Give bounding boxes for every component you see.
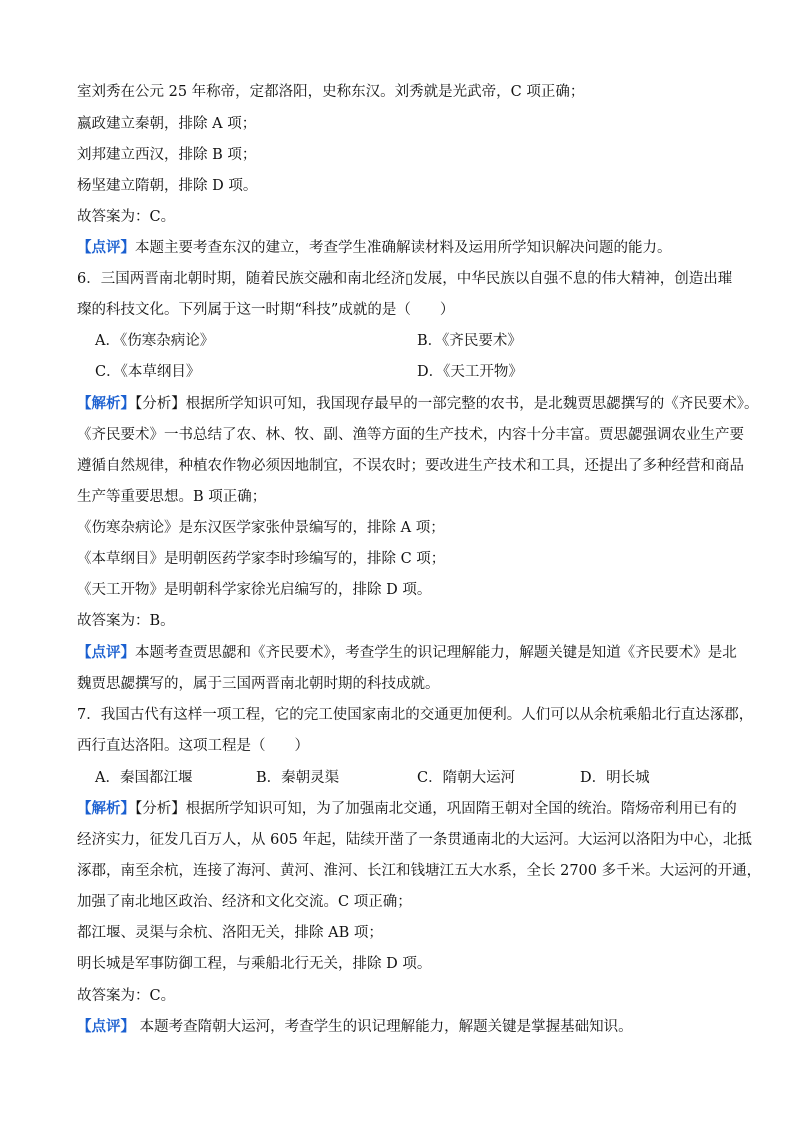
q6-answer: 故答案为：B。	[77, 613, 175, 629]
q7-comment-text: 本题考查隋朝大运河，考查学生的识记理解能力，解题关键是掌握基础知识。	[135, 1019, 633, 1035]
q5-analysis-line-3: 刘邦建立西汉，排除 B 项；	[77, 147, 257, 163]
q7-option-b: B．秦朝灵渠	[256, 770, 340, 786]
q7-stem-line-2: 西行直达洛阳。这项工程是（ ）	[77, 738, 309, 754]
q7-comment	[77, 1017, 757, 1037]
q6-comment-text-1: 本题考查贾思勰和《齐民要术》，考查学生的识记理解能力，解题关键是知道《齐民要术》是北	[135, 645, 737, 661]
analysis-tag: 【解析】	[77, 395, 135, 412]
q6-option-d: D．《天工开物》	[417, 364, 523, 380]
fenxi-tag: 【分析】	[135, 396, 186, 412]
fenxi-tag: 【分析】	[135, 801, 186, 817]
q7-option-d: D．明长城	[580, 770, 650, 786]
q6-analysis-line-1	[77, 394, 757, 414]
q6-comment-line-1	[77, 643, 757, 663]
q7-option-a: A．秦国都江堰	[95, 770, 193, 786]
q6-analysis-line-6: 《本草纲目》是明朝医药学家李时珍编写的，排除 C 项；	[77, 551, 446, 567]
comment-tag: 【点评】	[77, 1018, 135, 1035]
q6-analysis-line-2: 《齐民要术》一书总结了农、林、牧、副、渔等方面的生产技术，内容十分丰富。贾思勰强调农业生产要	[77, 427, 744, 443]
q6-analysis-line-4: 生产等重要思想。B 项正确；	[77, 489, 267, 505]
q6-comment-line-2: 魏贾思勰撰写的，属于三国两晋南北朝时期的科技成就。	[77, 676, 440, 692]
q7-analysis-line-3: 涿郡，南至余杭，连接了海河、黄河、淮河、长江和钱塘江五大水系，全长 2700 多千米。大运河的开通，	[77, 863, 762, 879]
q7-answer: 故答案为：C。	[77, 988, 176, 1004]
comment-tag: 【点评】	[77, 239, 135, 256]
q7-analysis-line-6: 明长城是军事防御工程，与乘船北行无关，排除 D 项。	[77, 956, 432, 972]
q6-option-c: C．《本草纲目》	[95, 364, 201, 380]
q7-stem-line-1: 7．我国古代有这样一项工程，它的完工使国家南北的交通更加便利。人们可以从余杭乘船北行直达涿郡，	[77, 707, 754, 723]
q6-option-a: A．《伤寒杂病论》	[95, 333, 215, 349]
q7-analysis-text-1: 根据所学知识可知，为了加强南北交通，巩固隋王朝对全国的统治。隋炀帝利用已有的	[185, 801, 737, 817]
q6-analysis-line-5: 《伤寒杂病论》是东汉医学家张仲景编写的，排除 A 项；	[77, 520, 445, 536]
q7-analysis-line-1	[77, 799, 757, 819]
q5-comment-text: 本题主要考查东汉的建立，考查学生准确解读材料及运用所学知识解决问题的能力。	[135, 240, 672, 256]
q5-analysis-line-2: 嬴政建立秦朝，排除 A 项；	[77, 116, 257, 132]
q7-option-c: C．隋朝大运河	[417, 770, 516, 786]
q7-analysis-line-5: 都江堰、灵渠与余杭、洛阳无关，排除 AB 项；	[77, 925, 383, 941]
q7-analysis-line-2: 经济实力，征发几百万人，从 605 年起，陆续开凿了一条贯通南北的大运河。大运河以洛阳为中心，北抵	[77, 832, 752, 848]
comment-tag: 【点评】	[77, 644, 135, 661]
q5-analysis-line-4: 杨坚建立隋朝，排除 D 项。	[77, 178, 258, 194]
q7-analysis-line-4: 加强了南北地区政治、经济和文化交流。C 项正确；	[77, 894, 412, 910]
analysis-tag: 【解析】	[77, 800, 135, 817]
q6-analysis-text-1: 根据所学知识可知，我国现存最早的一部完整的农书，是北魏贾思勰撰写的《齐民要术》。	[185, 396, 759, 412]
q6-analysis-line-3: 遵循自然规律，种植农作物必须因地制宜，不误农时；要改进生产技术和工具，还提出了多种经营和商品	[77, 458, 744, 474]
q5-comment	[77, 238, 757, 258]
q6-stem-line-2: 璨的科技文化。下列属于这一时期“科技”成就的是（ ）	[77, 302, 455, 318]
q6-stem-line-1: 6．三国两晋南北朝时期，随着民族交融和南北经济▯发展，中华民族以自强不息的伟大精神，创造出璀	[77, 271, 733, 287]
q5-answer: 故答案为：C。	[77, 209, 176, 225]
q6-option-b: B．《齐民要术》	[417, 333, 522, 349]
q6-analysis-line-7: 《天工开物》是明朝科学家徐光启编写的，排除 D 项。	[77, 582, 432, 598]
q5-analysis-line-1: 室刘秀在公元 25 年称帝，定都洛阳，史称东汉。刘秀就是光武帝，C 项正确；	[77, 84, 585, 100]
